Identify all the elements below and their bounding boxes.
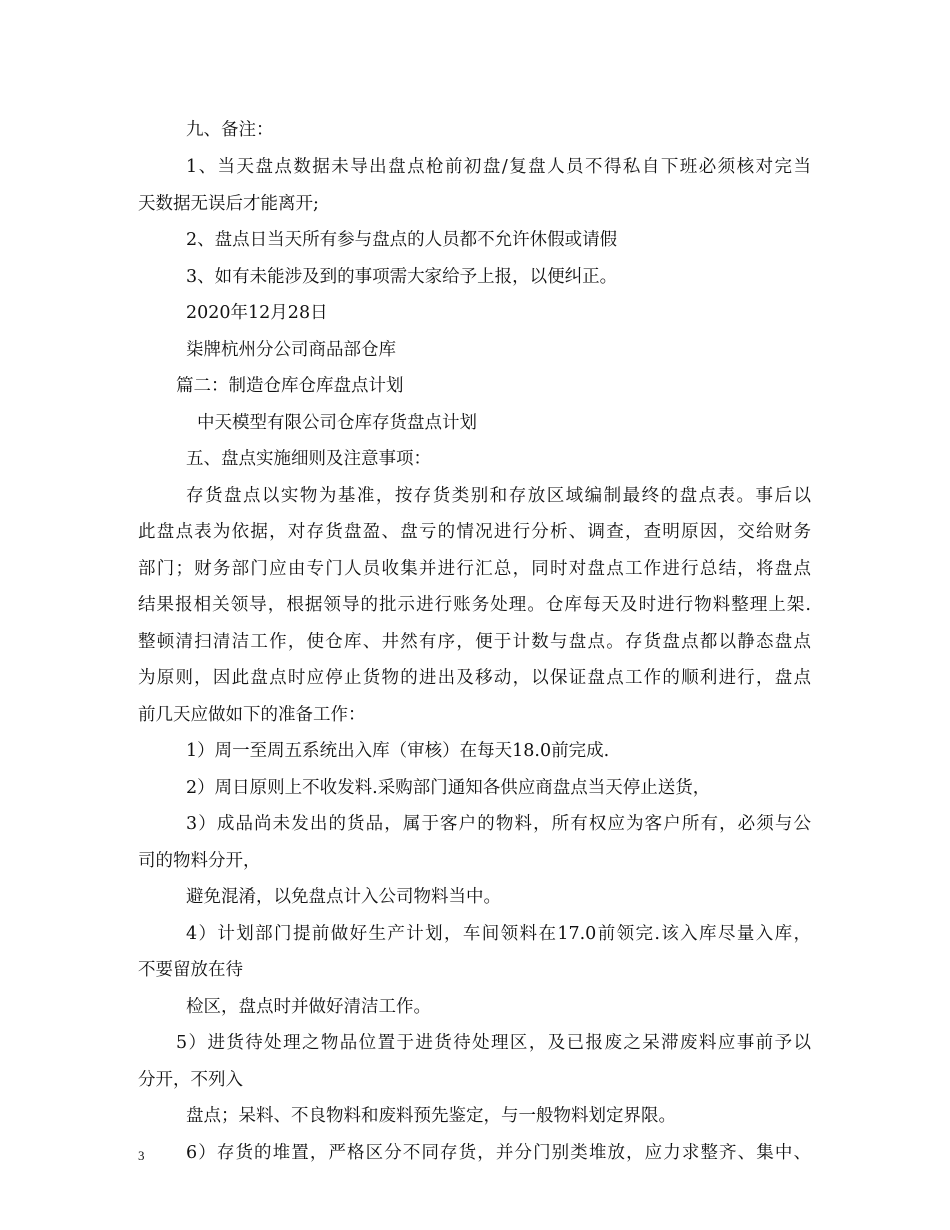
remark-item-1-continued: 天数据无误后才能离开;	[138, 194, 319, 214]
page-number: 3	[138, 1148, 145, 1163]
list-item-2: 2）周日原则上不收发料.采购部门通知各供应商盘点当天停止送货，	[186, 778, 711, 798]
list-item-5-continued: 盘点；呆料、不良物料和废料预先鉴定，与一般物料划定界限。	[186, 1106, 676, 1126]
section-heading-remarks: 九、备注：	[186, 120, 274, 140]
document-date: 2020年12月28日	[186, 303, 328, 323]
list-item-5: 5）进货待处理之物品位置于进货待处理区，及已报废之呆滞废料应事前予以	[176, 1033, 811, 1053]
list-item-6: 6）存货的堆置，严格区分不同存货，并分门别类堆放，应力求整齐、集中、	[186, 1143, 811, 1163]
list-item-5-continued: 分开，不列入	[138, 1070, 243, 1090]
list-item-1: 1）周一至周五系统出入库（审核）在每天18.0前完成.	[186, 741, 610, 761]
list-item-4: 4）计划部门提前做好生产计划，车间领料在17.0前领完.该入库尽量入库，	[186, 924, 811, 944]
paragraph-line: 此盘点表为依据，对存货盘盈、盘亏的情况进行分析、调查，查明原因，交给财务	[138, 522, 811, 542]
paragraph-line: 整顿清扫清洁工作，使仓库、井然有序，便于计数与盘点。存货盘点都以静态盘点	[138, 632, 811, 652]
section-heading-details: 五、盘点实施细则及注意事项：	[186, 449, 431, 469]
list-item-3: 3）成品尚未发出的货品，属于客户的物料，所有权应为客户所有，必须与公	[186, 814, 811, 834]
paragraph-line: 存货盘点以实物为基准，按存货类别和存放区域编制最终的盘点表。事后以	[186, 486, 811, 506]
remark-item-3: 3、如有未能涉及到的事项需大家给予上报，以便纠正。	[186, 267, 618, 287]
list-item-3-continued: 避免混淆，以免盘点计入公司物料当中。	[186, 887, 501, 907]
paragraph-line: 为原则，因此盘点时应停止货物的进出及移动，以保证盘点工作的顺利进行，盘点	[138, 668, 811, 688]
list-item-4-continued: 检区，盘点时并做好清洁工作。	[186, 997, 431, 1017]
paragraph-line: 前几天应做如下的准备工作：	[138, 705, 366, 725]
remark-item-1: 1、当天盘点数据未导出盘点枪前初盘/复盘人员不得私自下班必须核对完当	[186, 157, 811, 177]
list-item-4-continued: 不要留放在待	[138, 960, 243, 980]
list-item-3-continued: 司的物料分开，	[138, 851, 261, 871]
remark-item-2: 2、盘点日当天所有参与盘点的人员都不允许休假或请假	[186, 230, 618, 250]
paragraph-line: 部门；财务部门应由专门人员收集并进行汇总，同时对盘点工作进行总结，将盘点	[138, 559, 811, 579]
paragraph-line: 结果报相关领导，根据领导的批示进行账务处理。仓库每天及时进行物料整理上架.	[138, 595, 811, 615]
organization-name: 柒牌杭州分公司商品部仓库	[186, 340, 396, 360]
chapter-title: 篇二：制造仓库仓库盘点计划	[176, 376, 404, 396]
plan-title: 中天模型有限公司仓库存货盘点计划	[197, 413, 477, 433]
